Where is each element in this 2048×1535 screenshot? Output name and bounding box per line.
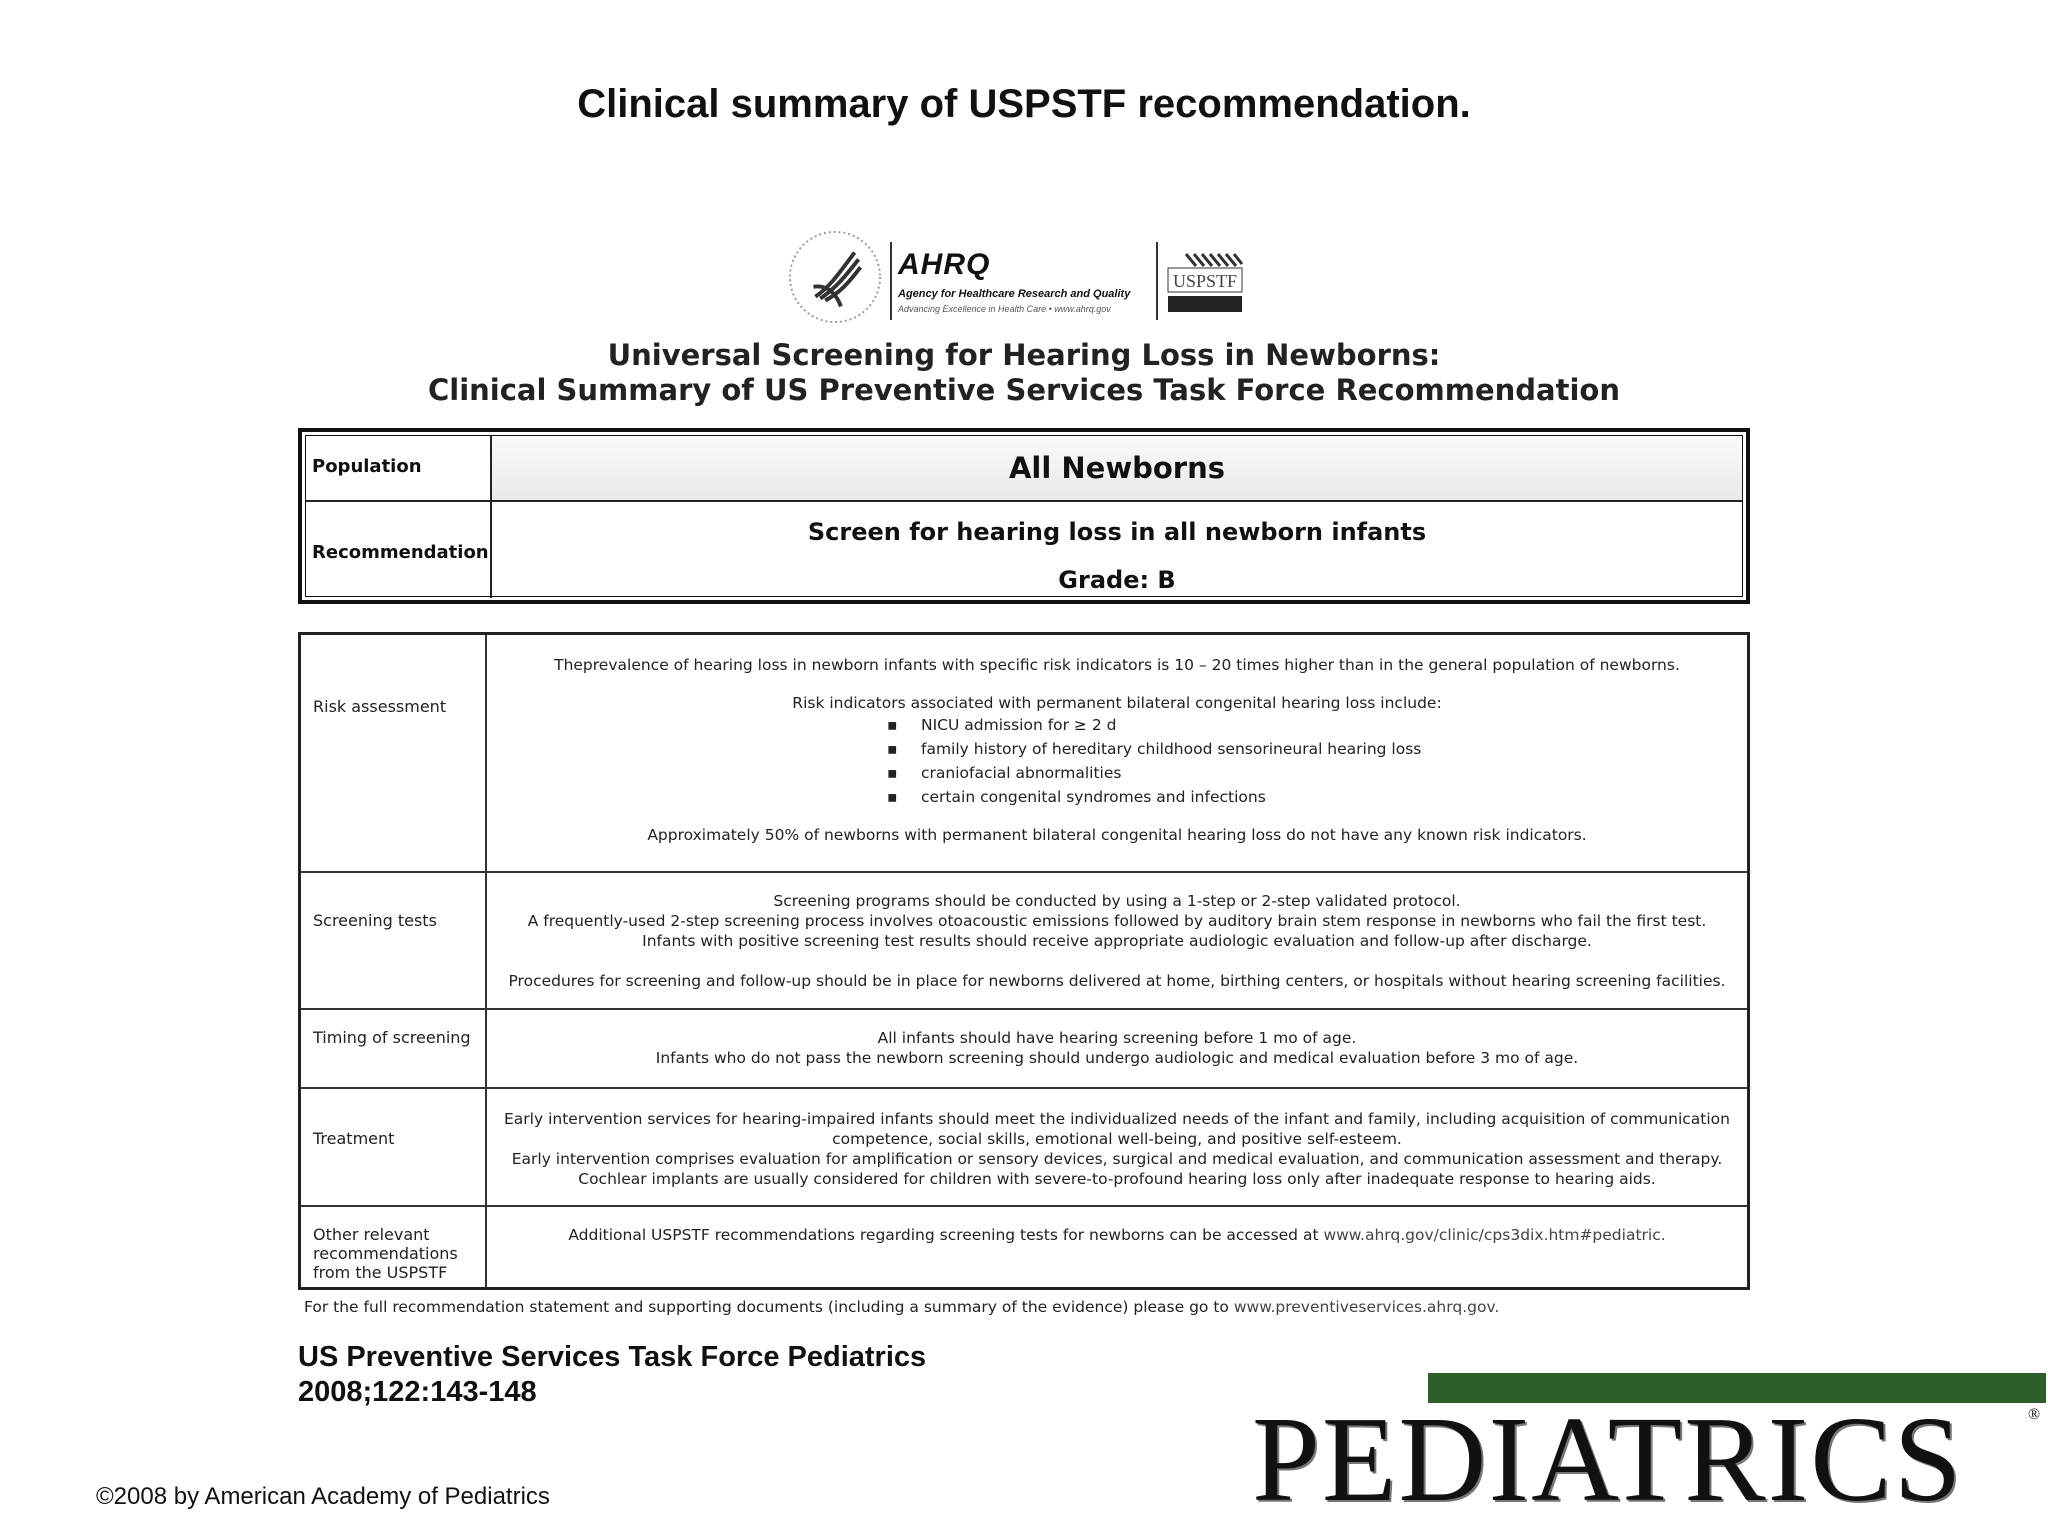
recommendation-label: Recommendation xyxy=(306,502,492,598)
uspstf-logo-icon xyxy=(1166,252,1244,314)
risk-assessment-content xyxy=(487,635,1747,871)
screening-line: A frequently-used 2-step screening process involves otoacoustic emissions followed by auditory brain stem response in newborns who fail the first test. xyxy=(527,912,1707,930)
recommendation-text: Screen for hearing loss in all newborn infants xyxy=(807,518,1427,546)
timing-line: Infants who do not pass the newborn screening should undergo audiologic and medical evaluation before 3 mo of age. xyxy=(655,1049,1579,1067)
risk-assessment-label: Risk assessment xyxy=(301,635,487,871)
recommendation-table xyxy=(298,428,1750,604)
treatment-line: Early intervention comprises evaluation for amplification or sensory devices, surgical and medical evaluation, and communication assessment and therapy. xyxy=(511,1150,1723,1168)
treatment-content xyxy=(487,1089,1747,1205)
screening-tests-content xyxy=(487,873,1747,1008)
other-recommendations-content xyxy=(487,1207,1747,1287)
list-item: ▪ NICU admission for ≥ 2 d xyxy=(887,716,1117,734)
screening-closing: Procedures for screening and follow-up should be in place for newborns delivered at home, birthing centers, or hospitals without hearing screening facilities. xyxy=(508,972,1726,990)
list-item: ▪ certain congenital syndromes and infections xyxy=(887,788,1266,806)
list-item: ▪ family history of hereditary childhood sensorineural hearing loss xyxy=(887,740,1422,758)
timing-label: Timing of screening xyxy=(301,1010,487,1087)
citation xyxy=(298,1340,926,1410)
ahrq-name: Agency for Healthcare Research and Quality xyxy=(898,288,1131,300)
treatment-row xyxy=(301,1089,1747,1207)
citation-line-2: 2008;122:143-148 xyxy=(298,1376,537,1408)
treatment-label: Treatment xyxy=(301,1089,487,1205)
pediatrics-logo: PEDIATRICS xyxy=(1252,1392,1964,1527)
screening-line: Infants with positive screening test results should receive appropriate audiologic evaluation and follow-up after discharge. xyxy=(642,932,1592,950)
slide-title: Clinical summary of USPSTF recommendation. xyxy=(577,82,1471,126)
risk-closing: Approximately 50% of newborns with permanent bilateral congenital hearing loss do not have any known risk indicators. xyxy=(647,826,1587,844)
uspstf-wordmark: USPSTF xyxy=(1172,271,1238,291)
footnote: For the full recommendation statement and supporting documents (including a summary of the evidence) please go to www.preventiveservices.ahrq.gov. xyxy=(304,1298,1500,1316)
grade-text: Grade: B xyxy=(1058,566,1176,594)
risk-indicators-heading: Risk indicators associated with permanent bilateral congenital hearing loss include: xyxy=(792,694,1442,712)
treatment-line: Early intervention services for hearing-impaired infants should meet the individualized needs of the infant and family, including acquisition of communication xyxy=(504,1110,1730,1128)
logo-divider xyxy=(890,242,892,320)
recommendation-value xyxy=(492,502,1742,598)
treatment-line: competence, social skills, emotional well-being, and positive self-esteem. xyxy=(832,1130,1402,1148)
document-title xyxy=(0,338,2048,408)
risk-indicators-list xyxy=(487,713,1747,809)
population-label: Population xyxy=(306,436,492,500)
ahrq-wordmark: AHRQ xyxy=(898,248,991,281)
logo-divider xyxy=(1156,242,1158,320)
recommendation-row xyxy=(306,502,1742,598)
document-title-line-1: Universal Screening for Hearing Loss in Newborns: xyxy=(607,338,1441,372)
ahrq-tagline: Advancing Excellence in Health Care • www.ahrq.gov xyxy=(898,304,1111,314)
ahrq-pediatric-link[interactable]: www.ahrq.gov/clinic/cps3dix.htm#pediatric. xyxy=(1323,1226,1666,1244)
timing-row xyxy=(301,1010,1747,1089)
hhs-seal-icon xyxy=(786,228,884,326)
other-recommendations-label: Other relevant recommendations from the USPSTF xyxy=(301,1207,487,1287)
screening-tests-label: Screening tests xyxy=(301,873,487,1008)
treatment-line: Cochlear implants are usually considered for children with severe-to-profound hearing loss only after inadequate response to hearing aids. xyxy=(578,1170,1656,1188)
risk-intro: Theprevalence of hearing loss in newborn infants with specific risk indicators is 10 – 20 times higher than in the general population of newborns. xyxy=(554,656,1680,674)
screening-line: Screening programs should be conducted by using a 1-step or 2-step validated protocol. xyxy=(773,892,1461,910)
population-value: All Newborns xyxy=(1008,451,1226,485)
preventive-services-link[interactable]: www.preventiveservices.ahrq.gov. xyxy=(1233,1298,1500,1316)
population-row xyxy=(306,436,1742,502)
risk-assessment-row xyxy=(301,635,1747,873)
clinical-details-table xyxy=(298,632,1750,1290)
screening-tests-row xyxy=(301,873,1747,1010)
logo-strip xyxy=(786,222,1246,322)
copyright: ©2008 by American Academy of Pediatrics xyxy=(96,1483,550,1510)
document-title-line-2: Clinical Summary of US Preventive Services Task Force Recommendation xyxy=(427,373,1621,407)
other-recommendations-row xyxy=(301,1207,1747,1287)
list-item: ▪ craniofacial abnormalities xyxy=(887,764,1122,782)
registered-mark: ® xyxy=(2028,1406,2041,1423)
recommendation-table-inner xyxy=(305,435,1743,597)
other-recommendations-text: Additional USPSTF recommendations regarding screening tests for newborns can be accessed at www.ahrq.gov/clinic/cps3dix.htm#pediatric. xyxy=(568,1226,1666,1244)
timing-content xyxy=(487,1010,1747,1087)
timing-line: All infants should have hearing screening before 1 mo of age. xyxy=(877,1029,1357,1047)
citation-line-1: US Preventive Services Task Force Pediatrics xyxy=(298,1341,927,1373)
